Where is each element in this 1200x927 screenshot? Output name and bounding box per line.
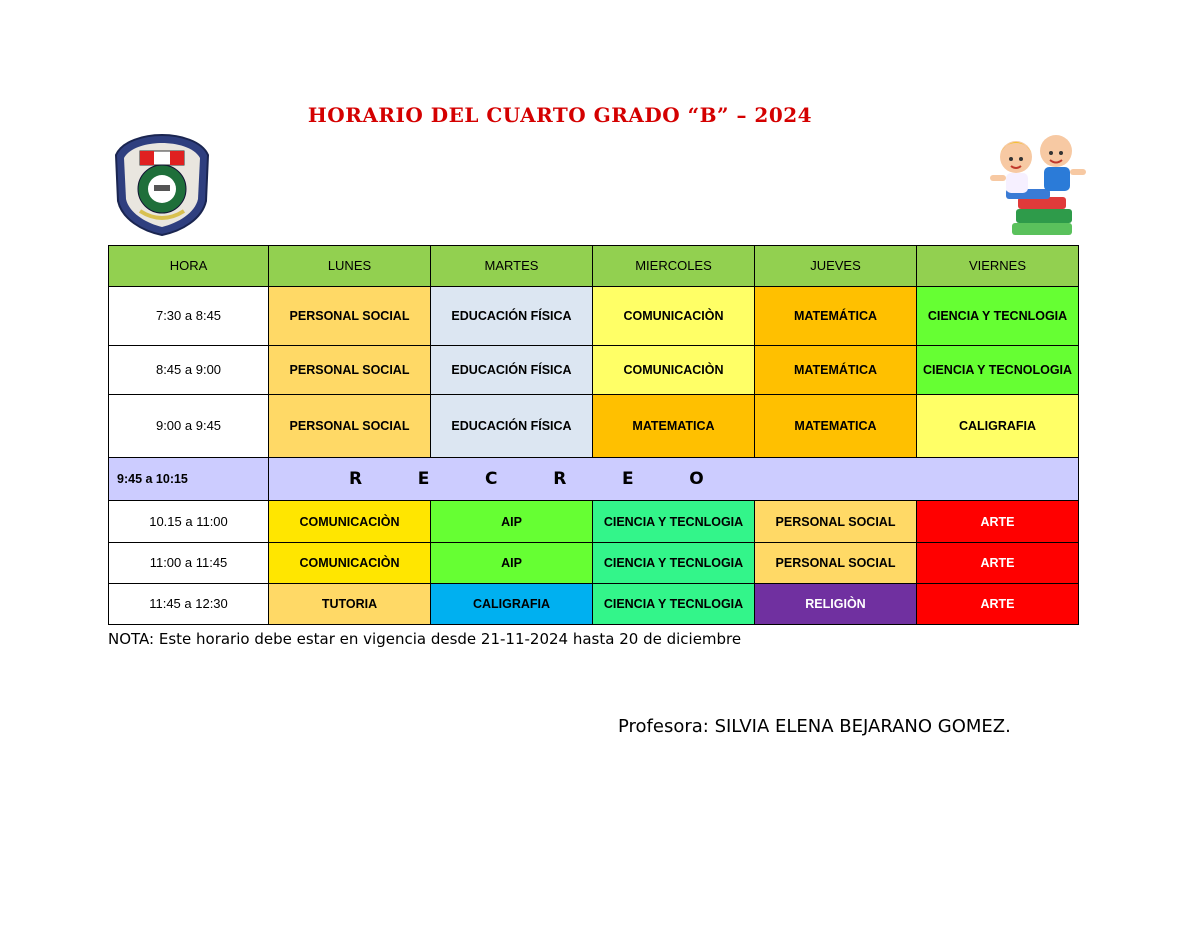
subject-cell: CIENCIA Y TECNLOGIA xyxy=(593,501,755,543)
recreo-label-text: R E C R E O xyxy=(349,469,704,489)
subject-cell: ARTE xyxy=(917,543,1079,584)
recreo-label xyxy=(269,458,1079,501)
table-row xyxy=(109,287,1079,346)
header-day-martes: MARTES xyxy=(431,246,593,287)
kids-with-books-illustration xyxy=(986,123,1092,247)
header-hora: HORA xyxy=(109,246,269,287)
subject-cell: TUTORIA xyxy=(269,584,431,625)
time-cell: 7:30 a 8:45 xyxy=(109,287,269,346)
page-title: HORARIO DEL CUARTO GRADO “B” – 2024 xyxy=(307,103,813,127)
subject-cell: PERSONAL SOCIAL xyxy=(269,395,431,458)
header-day-miercoles: MIERCOLES xyxy=(593,246,755,287)
subject-cell: AIP xyxy=(431,501,593,543)
subject-cell: CIENCIA Y TECNLOGIA xyxy=(593,584,755,625)
subject-cell: COMUNICACIÒN xyxy=(269,543,431,584)
subject-cell: ARTE xyxy=(917,584,1079,625)
subject-cell: PERSONAL SOCIAL xyxy=(755,501,917,543)
time-cell: 10.15 a 11:00 xyxy=(109,501,269,543)
teacher-signature-line: Profesora: SILVIA ELENA BEJARANO GOMEZ. xyxy=(618,716,1011,737)
subject-cell: AIP xyxy=(431,543,593,584)
schedule-note: NOTA: Este horario debe estar en vigencia desde 21-11-2024 hasta 20 de diciembre xyxy=(108,630,742,648)
subject-cell: COMUNICACIÒN xyxy=(593,287,755,346)
subject-cell: CIENCIA Y TECNLOGIA xyxy=(917,287,1079,346)
schedule-table xyxy=(108,245,1079,625)
table-row xyxy=(109,501,1079,543)
time-cell: 11:45 a 12:30 xyxy=(109,584,269,625)
subject-cell: EDUCACIÓN FÍSICA xyxy=(431,346,593,395)
subject-cell: CALIGRAFIA xyxy=(431,584,593,625)
header-day-viernes: VIERNES xyxy=(917,246,1079,287)
time-cell: 9:00 a 9:45 xyxy=(109,395,269,458)
header-day-lunes: LUNES xyxy=(269,246,431,287)
recreo-time: 9:45 a 10:15 xyxy=(109,458,269,501)
subject-cell: ARTE xyxy=(917,501,1079,543)
header-day-jueves: JUEVES xyxy=(755,246,917,287)
subject-cell: PERSONAL SOCIAL xyxy=(755,543,917,584)
header-row xyxy=(109,246,1079,287)
time-cell: 8:45 a 9:00 xyxy=(109,346,269,395)
table-row xyxy=(109,346,1079,395)
recreo-row xyxy=(109,458,1079,501)
subject-cell: EDUCACIÓN FÍSICA xyxy=(431,287,593,346)
subject-cell: MATEMÁTICA xyxy=(755,346,917,395)
subject-cell: PERSONAL SOCIAL xyxy=(269,287,431,346)
subject-cell: COMUNICACIÒN xyxy=(269,501,431,543)
subject-cell: EDUCACIÓN FÍSICA xyxy=(431,395,593,458)
subject-cell: CIENCIA Y TECNOLOGIA xyxy=(917,346,1079,395)
school-crest-logo xyxy=(110,131,214,237)
subject-cell: CALIGRAFIA xyxy=(917,395,1079,458)
subject-cell: MATEMATICA xyxy=(755,395,917,458)
subject-cell: CIENCIA Y TECNLOGIA xyxy=(593,543,755,584)
table-row xyxy=(109,395,1079,458)
table-row xyxy=(109,584,1079,625)
subject-cell: MATEMATICA xyxy=(593,395,755,458)
time-cell: 11:00 a 11:45 xyxy=(109,543,269,584)
table-row xyxy=(109,543,1079,584)
subject-cell: PERSONAL SOCIAL xyxy=(269,346,431,395)
subject-cell: MATEMÁTICA xyxy=(755,287,917,346)
subject-cell: RELIGIÒN xyxy=(755,584,917,625)
subject-cell: COMUNICACIÒN xyxy=(593,346,755,395)
